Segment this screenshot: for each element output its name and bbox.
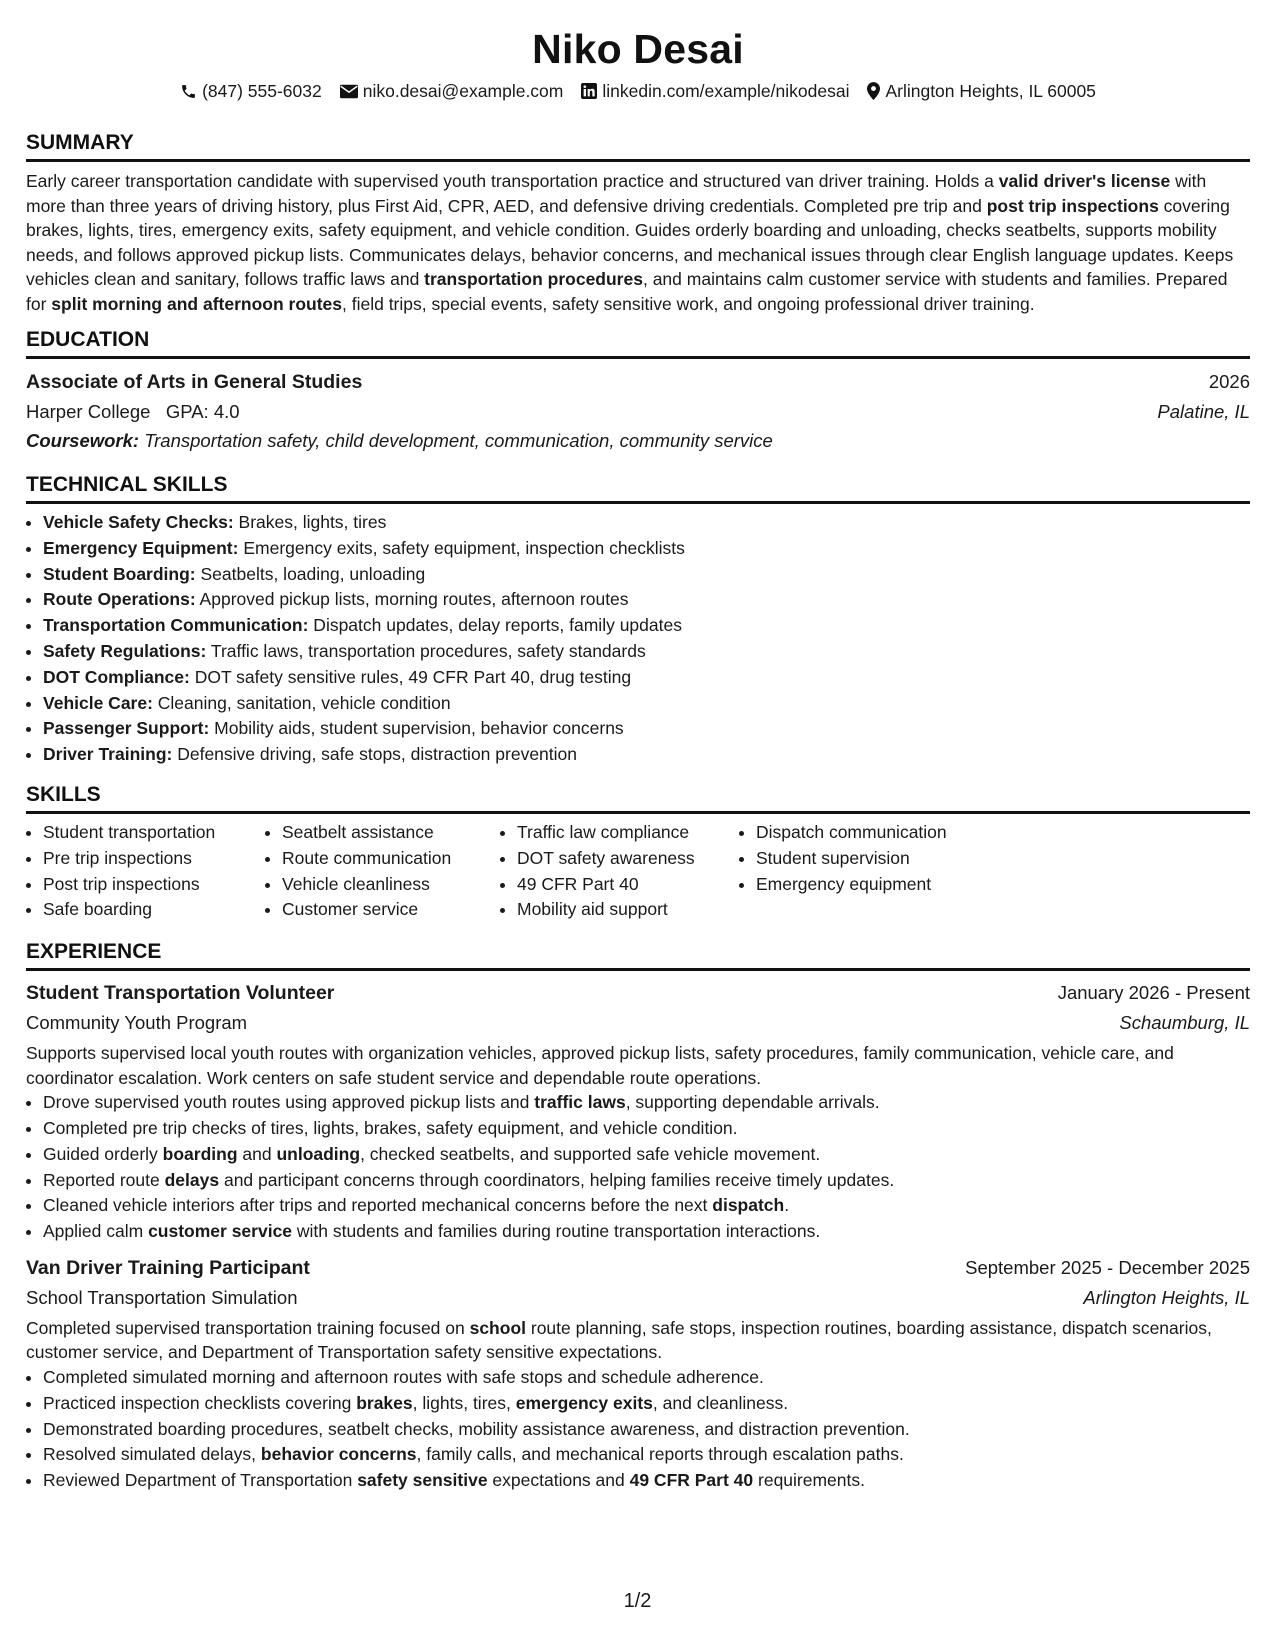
coursework-text: Transportation safety, child development, communication, community service	[139, 430, 773, 451]
skill-label: Student Boarding:	[43, 563, 196, 584]
skill-item: • Dispatch communication	[756, 820, 996, 846]
job-entry	[26, 978, 1250, 1245]
list-item	[43, 613, 1250, 639]
summary-emphasis: post trip inspections	[986, 195, 1159, 216]
skill-label: Route Operations:	[43, 589, 196, 610]
list-item	[43, 716, 1250, 742]
skill-item: • 49 CFR Part 40	[517, 872, 739, 898]
coursework-label: Coursework:	[26, 430, 140, 451]
skill-item: • Customer service	[282, 897, 500, 923]
section-title-experience: EXPERIENCE	[26, 939, 1250, 971]
bullet-text: , and cleanliness.	[652, 1392, 789, 1413]
skills-column	[739, 820, 996, 923]
list-item	[43, 536, 1250, 562]
summary-emphasis: valid driver's license	[998, 171, 1171, 191]
contact-phone	[180, 80, 322, 102]
bullet-emphasis: unloading	[276, 1143, 361, 1164]
page-number: 1/2	[623, 1590, 652, 1612]
linkedin-icon	[581, 83, 597, 99]
bullet-text: expectations and	[487, 1470, 630, 1491]
list-item	[43, 1442, 1250, 1468]
skills-column	[265, 820, 500, 923]
location-text: Arlington Heights, IL 60005	[885, 81, 1096, 101]
skill-label: Vehicle Care:	[43, 692, 153, 713]
bullet-emphasis: behavior concerns	[260, 1444, 417, 1465]
job-organization: School Transportation Simulation	[26, 1286, 298, 1308]
skill-item: • Vehicle cleanliness	[282, 872, 500, 898]
phone-text[interactable]: (847) 555-6032	[202, 81, 322, 101]
bullet-text: .	[784, 1195, 790, 1216]
bullet-text: Reported route	[43, 1169, 165, 1190]
skills-column	[500, 820, 739, 923]
summary-emphasis: split morning and afternoon routes	[51, 293, 342, 314]
job-entry	[26, 1253, 1250, 1494]
list-item	[43, 691, 1250, 717]
skill-item: • Safe boarding	[43, 897, 265, 923]
skill-item: • Seatbelt assistance	[282, 820, 500, 846]
contact-email	[340, 80, 564, 102]
skill-text: Defensive driving, safe stops, distraction prevention	[172, 744, 577, 765]
bullet-emphasis: brakes	[356, 1392, 413, 1413]
summary-segment: , field trips, special events, safety sensitive work, and ongoing professional driver training.	[342, 293, 1035, 314]
technical-skills-section	[26, 472, 1250, 768]
bullet-emphasis: emergency exits	[515, 1392, 653, 1413]
list-item	[43, 1391, 1250, 1417]
bullet-text: Completed pre trip checks of tires, lights, brakes, safety equipment, and vehicle condition.	[43, 1117, 738, 1138]
skills-column	[26, 820, 265, 923]
envelope-icon	[340, 84, 358, 99]
education-title-row	[26, 367, 1250, 397]
job-description: Supports supervised local youth routes with organization vehicles, approved pickup lists, safety procedures, family communication, vehicle care, and coordinator escalation. Work centers on safe student service and dependable route operations.	[26, 1043, 1174, 1088]
skill-text: DOT safety sensitive rules, 49 CFR Part 40, drug testing	[189, 666, 632, 687]
coursework-line	[26, 426, 1250, 455]
phone-icon	[180, 83, 197, 100]
bullet-text: and	[237, 1143, 277, 1164]
skill-label: DOT Compliance:	[43, 666, 190, 687]
contact-bar	[26, 80, 1250, 102]
job-title: Student Transportation Volunteer	[26, 982, 335, 1005]
bullet-text: Cleaned vehicle interiors after trips and reported mechanical concerns before the next	[43, 1195, 713, 1216]
bullet-text: Completed simulated morning and afternoon routes with safe stops and schedule adherence.	[43, 1366, 764, 1387]
description-text: Completed supervised transportation training focused on	[26, 1317, 470, 1338]
skills-grid	[26, 820, 1250, 923]
bullet-text: Drove supervised youth routes using approved pickup lists and	[43, 1092, 535, 1113]
bullet-text: requirements.	[753, 1470, 865, 1491]
skill-label: Passenger Support:	[43, 718, 210, 739]
skill-item: • Traffic law compliance	[517, 820, 739, 846]
contact-location	[867, 80, 1095, 102]
job-location: Arlington Heights, IL	[1083, 1286, 1250, 1308]
skill-label: Vehicle Safety Checks:	[43, 512, 234, 532]
job-title: Van Driver Training Participant	[26, 1256, 310, 1279]
summary-segment: with more than three years of driving history, plus First Aid, CPR, AED, and defensive driving credentials. Completed pre trip and	[26, 171, 1207, 216]
skill-label: Transportation Communication:	[43, 615, 309, 636]
skill-label: Emergency Equipment:	[43, 537, 239, 558]
list-item	[43, 587, 1250, 613]
degree-title: Associate of Arts in General Studies	[26, 371, 363, 393]
skill-text: Traffic laws, transportation procedures, safety standards	[206, 640, 646, 661]
education-entry	[26, 367, 1250, 455]
list-item	[43, 742, 1250, 768]
experience-section	[26, 939, 1250, 1494]
contact-linkedin	[581, 80, 849, 102]
bullet-text: Reviewed Department of Transportation	[43, 1470, 358, 1491]
summary-segment: , and maintains calm customer service with students and families. Prepared for	[26, 269, 1228, 314]
section-title-skills: SKILLS	[26, 782, 1250, 814]
job-bullets	[26, 1090, 1250, 1245]
bullet-emphasis: boarding	[162, 1143, 238, 1164]
bullet-text: , lights, tires,	[412, 1392, 516, 1413]
email-link[interactable]: niko.desai@example.com	[362, 81, 564, 101]
bullet-text: , checked seatbelts, and supported safe vehicle movement.	[360, 1143, 821, 1164]
bullet-emphasis: delays	[164, 1169, 220, 1190]
bullet-text: Practiced inspection checklists covering	[43, 1392, 357, 1413]
skill-text: Mobility aids, student supervision, behavior concerns	[209, 718, 624, 739]
list-item	[43, 1193, 1250, 1219]
skill-text: Cleaning, sanitation, vehicle condition	[152, 692, 451, 713]
skill-item: • DOT safety awareness	[517, 846, 739, 872]
linkedin-link[interactable]: linkedin.com/example/nikodesai	[602, 81, 850, 101]
job-description	[26, 1316, 1250, 1365]
list-item	[43, 1219, 1250, 1245]
summary-text	[26, 169, 1250, 316]
bullet-text: Resolved simulated delays,	[43, 1444, 261, 1465]
bullet-emphasis: safety sensitive	[357, 1470, 488, 1491]
list-item	[43, 1417, 1250, 1443]
description-emphasis: school	[469, 1317, 526, 1338]
list-item	[43, 562, 1250, 588]
bullet-text: , supporting dependable arrivals.	[625, 1092, 880, 1113]
summary-segment: Early career transportation candidate with supervised youth transportation practice and structured van driver training. Holds a	[26, 171, 999, 191]
map-pin-icon	[867, 82, 880, 100]
skill-text: Approved pickup lists, morning routes, afternoon routes	[195, 589, 629, 610]
bullet-text: and participant concerns through coordinators, helping families receive timely updates.	[219, 1169, 895, 1190]
summary-segment: covering brakes, lights, tires, emergency exits, safety equipment, and vehicle condition. Guides orderly boarding and unloading, checks seatbelts, supports mobility needs, and follows approved pickup lists. Communicates delays, behavior concerns, and mechanical issues through clear English language updates. Keeps vehicles clean and sanitary, follows traffic laws and	[26, 195, 1234, 289]
skill-item: • Route communication	[282, 846, 500, 872]
job-organization: Community Youth Program	[26, 1012, 248, 1034]
bullet-emphasis: dispatch	[712, 1195, 785, 1216]
description-text: route planning, safe stops, inspection routines, boarding assistance, dispatch scenarios, customer service, and Department of Transportation safety sensitive expectations.	[26, 1317, 1212, 1363]
section-title-education: EDUCATION	[26, 327, 1250, 359]
bullet-text: Guided orderly	[43, 1143, 163, 1164]
bullet-text: with students and families during routine transportation interactions.	[292, 1221, 821, 1242]
resume-page	[26, 0, 1250, 1494]
education-sub-row	[26, 397, 1250, 426]
summary-emphasis: transportation procedures	[424, 269, 643, 289]
bullet-text: Applied calm	[43, 1221, 149, 1242]
bullet-emphasis: customer service	[148, 1221, 293, 1242]
list-item	[43, 510, 1250, 536]
skill-item: • Emergency equipment	[756, 872, 996, 898]
list-item	[43, 1090, 1250, 1116]
job-sub-row	[26, 1008, 1250, 1037]
section-title-technical-skills: TECHNICAL SKILLS	[26, 472, 1250, 504]
graduation-year: 2026	[1208, 371, 1250, 392]
job-title-row	[26, 1253, 1250, 1283]
list-item	[43, 1142, 1250, 1168]
candidate-name: Niko Desai	[532, 26, 744, 72]
list-item	[43, 639, 1250, 665]
skills-section	[26, 782, 1250, 923]
job-bullets	[26, 1365, 1250, 1494]
bullet-emphasis: traffic laws	[534, 1092, 626, 1113]
skill-item: • Student supervision	[756, 846, 996, 872]
bullet-text: Demonstrated boarding procedures, seatbelt checks, mobility assistance awareness, and distraction prevention.	[43, 1418, 910, 1439]
job-sub-row	[26, 1283, 1250, 1312]
education-section	[26, 327, 1250, 455]
school-location: Palatine, IL	[1157, 401, 1250, 422]
skill-text: Dispatch updates, delay reports, family updates	[308, 615, 682, 636]
skill-item: • Post trip inspections	[43, 872, 265, 898]
job-dates: January 2026 - Present	[1057, 982, 1250, 1004]
list-item	[43, 1365, 1250, 1391]
skill-label: Safety Regulations:	[43, 640, 207, 661]
school-line: Harper College GPA: 4.0	[26, 401, 240, 422]
job-location: Schaumburg, IL	[1119, 1012, 1250, 1034]
list-item	[43, 665, 1250, 691]
list-item	[43, 1168, 1250, 1194]
bullet-text: , family calls, and mechanical reports through escalation paths.	[416, 1444, 904, 1465]
skill-item: • Student transportation	[43, 820, 265, 846]
job-title-row	[26, 978, 1250, 1008]
skill-text: Emergency exits, safety equipment, inspection checklists	[238, 537, 685, 558]
skill-text: Seatbelts, loading, unloading	[195, 563, 426, 584]
skill-text: Brakes, lights, tires	[233, 512, 387, 532]
job-dates: September 2025 - December 2025	[965, 1256, 1250, 1278]
list-item	[43, 1116, 1250, 1142]
skill-item: • Pre trip inspections	[43, 846, 265, 872]
summary-section	[26, 130, 1250, 316]
list-item	[43, 1468, 1250, 1494]
section-title-summary: SUMMARY	[26, 130, 1250, 162]
bullet-emphasis: 49 CFR Part 40	[629, 1470, 754, 1491]
technical-skills-list	[26, 510, 1250, 768]
skill-item: • Mobility aid support	[517, 897, 739, 923]
skill-label: Driver Training:	[43, 744, 173, 765]
